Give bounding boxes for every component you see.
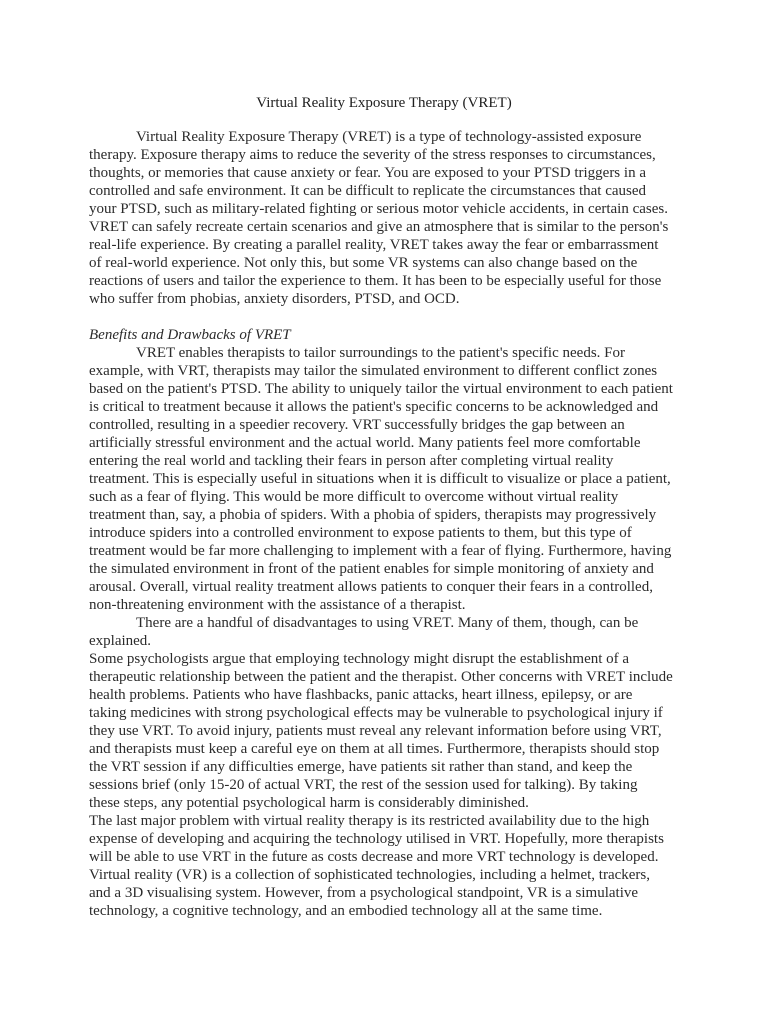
text-line: they use VRT. To avoid injury, patients must reveal any relevant information before using VRT, xyxy=(89,723,662,739)
text-line: expense of developing and acquiring the technology utilised in VRT. Hopefully, more therapists xyxy=(89,831,664,847)
text-line: treatment. This is especially useful in situations when it is difficult to visualize or place a patient, xyxy=(89,471,671,487)
text-line: real-life experience. By creating a parallel reality, VRET takes away the fear or embarrassment xyxy=(89,237,659,253)
text-line: controlled, resulting in a speedier recovery. VRT successfully bridges the gap between an xyxy=(89,417,625,433)
section-heading: Benefits and Drawbacks of VRET xyxy=(89,327,291,343)
text-line: There are a handful of disadvantages to using VRET. Many of them, though, can be xyxy=(136,615,639,631)
text-line: and a 3D visualising system. However, from a psychological standpoint, VR is a simulative xyxy=(89,885,639,901)
text-line: entering the real world and tackling their fears in person after completing virtual reality xyxy=(89,453,614,469)
text-line: artificially stressful environment and the actual world. Many patients feel more comfortable xyxy=(89,435,641,451)
text-line: VRET enables therapists to tailor surroundings to the patient's specific needs. For xyxy=(136,345,625,361)
text-line: health problems. Patients who have flashbacks, panic attacks, heart illness, epilepsy, or are xyxy=(89,687,633,703)
text-line: therapeutic relationship between the patient and the therapist. Other concerns with VRET include xyxy=(89,669,673,685)
text-line: these steps, any potential psychological harm is considerably diminished. xyxy=(89,795,529,811)
text-line: of real-world experience. Not only this, but some VR systems can also change based on the xyxy=(89,255,638,271)
text-line: who suffer from phobias, anxiety disorders, PTSD, and OCD. xyxy=(89,291,460,307)
text-line: therapy. Exposure therapy aims to reduce the severity of the stress responses to circumstances, xyxy=(89,147,656,163)
text-line: is critical to treatment because it allows the patient's specific concerns to be acknowledged and xyxy=(89,399,659,415)
document-title: Virtual Reality Exposure Therapy (VRET) xyxy=(256,95,512,111)
text-line: the VRT session if any difficulties emerge, have patients sit rather than stand, and keep the xyxy=(89,759,633,775)
text-line: controlled and safe environment. It can be difficult to replicate the circumstances that caused xyxy=(89,183,646,199)
text-line: example, with VRT, therapists may tailor the simulated environment to different conflict zones xyxy=(89,363,658,379)
text-line: such as a fear of flying. This would be more difficult to overcome without virtual reality xyxy=(89,489,619,505)
section-benefits-drawbacks xyxy=(89,326,689,920)
text-line: treatment than, say, a phobia of spiders. With a phobia of spiders, therapists may progressively xyxy=(89,507,657,523)
text-line: technology, a cognitive technology, and an embodied technology all at the same time. xyxy=(89,903,603,919)
text-line: Virtual reality (VR) is a collection of sophisticated technologies, including a helmet, trackers, xyxy=(89,867,651,883)
text-line: arousal. Overall, virtual reality treatment allows patients to conquer their fears in a controlled, xyxy=(89,579,653,595)
text-line: will be able to use VRT in the future as costs decrease and more VRT technology is developed. xyxy=(89,849,659,865)
text-line: Virtual Reality Exposure Therapy (VRET) is a type of technology-assisted exposure xyxy=(136,129,642,145)
text-line: based on the patient's PTSD. The ability to uniquely tailor the virtual environment to each patient xyxy=(89,381,673,397)
text-line: introduce spiders into a controlled environment to expose patients to them, but this type of xyxy=(89,525,632,541)
text-line: your PTSD, such as military-related fighting or serious motor vehicle accidents, in certain cases. xyxy=(89,201,669,217)
text-line: explained. xyxy=(89,633,152,649)
text-line: thoughts, or memories that cause anxiety or fear. You are exposed to your PTSD triggers in a xyxy=(89,165,646,181)
text-line: taking medicines with strong psychological effects may be vulnerable to psychological injury if xyxy=(89,705,663,721)
text-line: the simulated environment in front of the patient enables for simple monitoring of anxiety and xyxy=(89,561,654,577)
text-line: reactions of users and tailor the experience to them. It has been to be especially useful for those xyxy=(89,273,662,289)
text-line: The last major problem with virtual reality therapy is its restricted availability due to the high xyxy=(89,813,650,829)
text-line: non-threatening environment with the assistance of a therapist. xyxy=(89,597,466,613)
text-line: and therapists must keep a careful eye on them at all times. Furthermore, therapists should stop xyxy=(89,741,660,757)
intro-paragraph xyxy=(89,128,689,308)
text-line: VRET can safely recreate certain scenarios and give an atmosphere that is similar to the person's xyxy=(89,219,669,235)
text-line: treatment would be far more challenging to implement with a fear of flying. Furthermore, having xyxy=(89,543,672,559)
text-line: sessions brief (only 15-20 of actual VRT, the rest of the session used for talking). By taking xyxy=(89,777,638,793)
text-line: Some psychologists argue that employing technology might disrupt the establishment of a xyxy=(89,651,630,667)
